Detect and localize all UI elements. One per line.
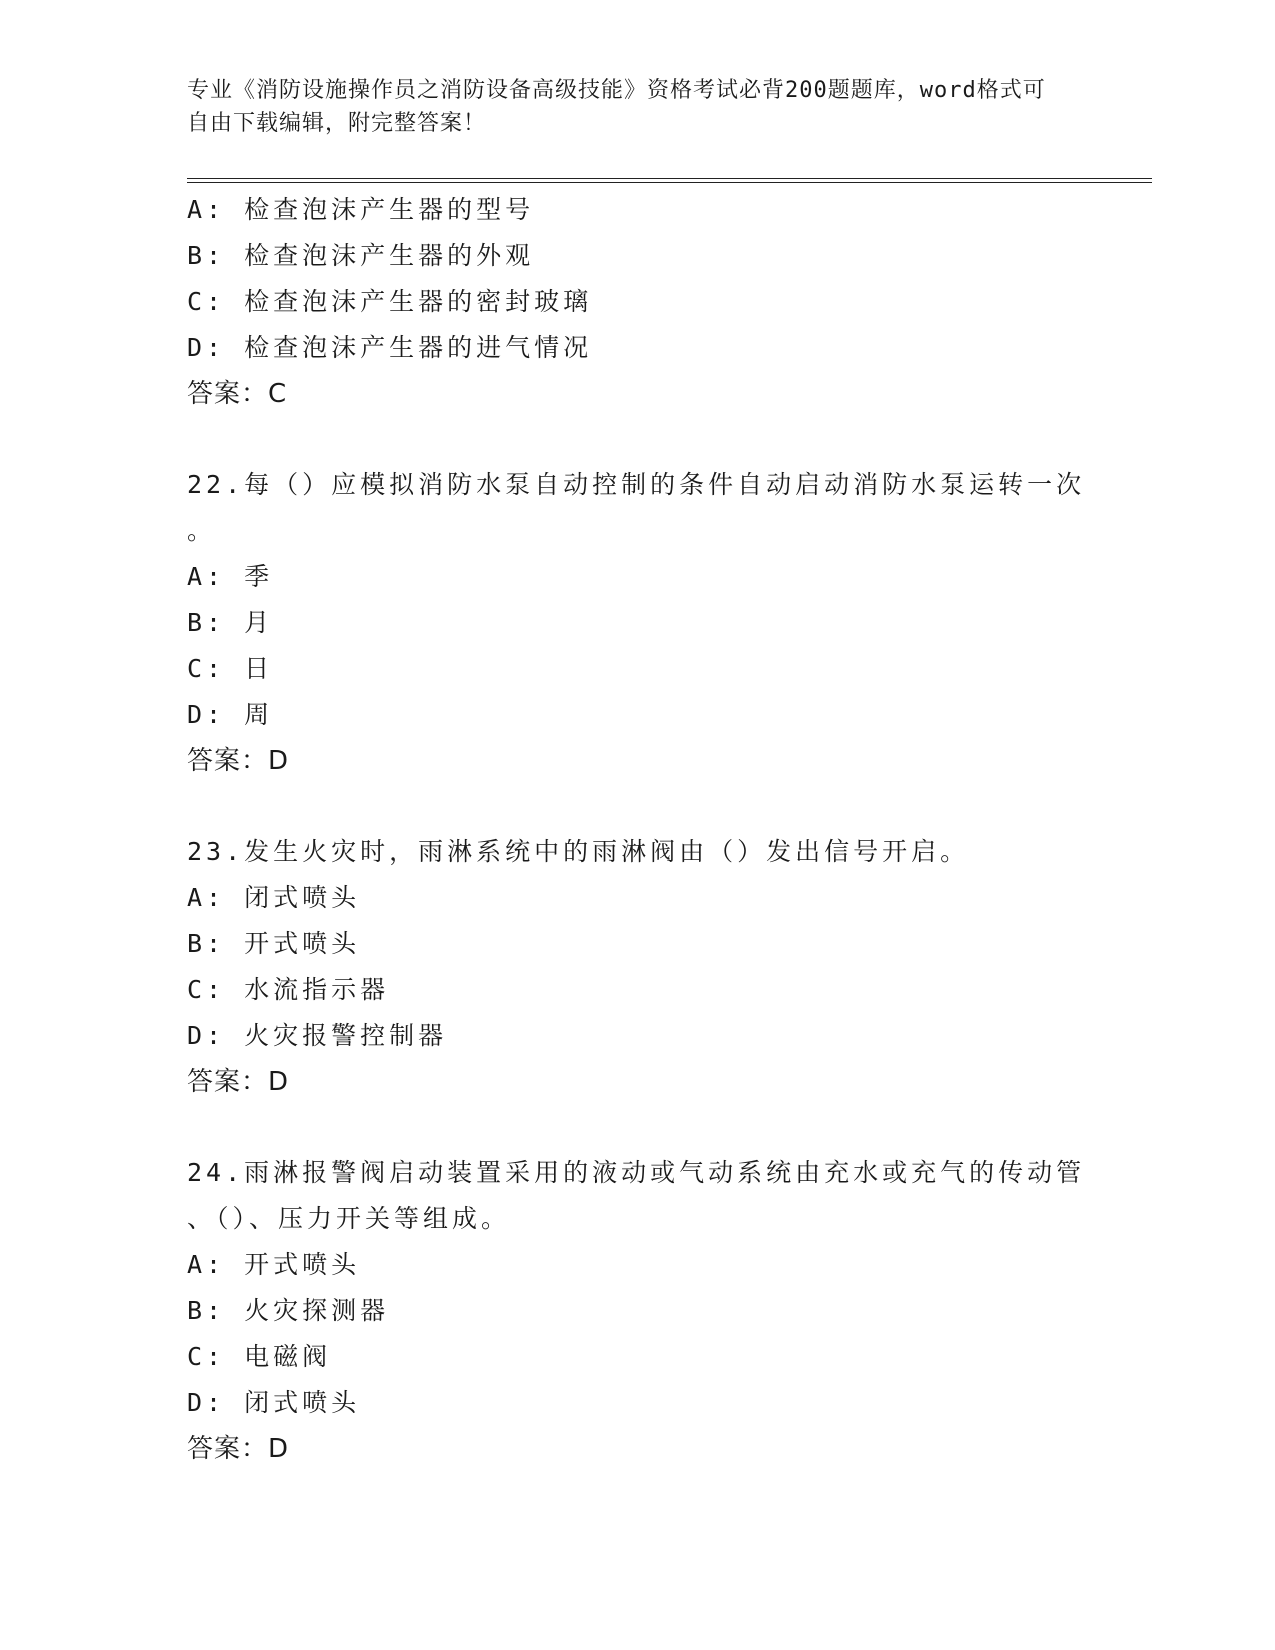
option-d: D: 闭式喷头: [187, 1388, 361, 1417]
option-a: A: 检查泡沫产生器的型号: [187, 195, 535, 224]
question-stem-continuation: 、（）、压力开关等组成。: [187, 1204, 511, 1233]
option-d: D: 检查泡沫产生器的进气情况: [187, 333, 593, 362]
option-b: B: 检查泡沫产生器的外观: [187, 241, 535, 270]
answer-line: 答案：C: [187, 379, 288, 409]
answer-line: 答案：D: [187, 1434, 290, 1464]
option-c: C: 日: [187, 654, 274, 683]
option-c: C: 水流指示器: [187, 975, 390, 1004]
option-b: B: 火灾探测器: [187, 1296, 390, 1325]
option-d: D: 周: [187, 700, 274, 729]
document-header: 专业《消防设施操作员之消防设备高级技能》资格考试必背200题题库，word格式可自由下载编辑，附完整答案！: [187, 78, 1046, 136]
option-c: C: 检查泡沫产生器的密封玻璃: [187, 287, 593, 316]
option-b: B: 月: [187, 608, 274, 637]
option-a: A: 闭式喷头: [187, 883, 361, 912]
option-d: D: 火灾报警控制器: [187, 1021, 448, 1050]
question-stem: 23.发生火灾时，雨淋系统中的雨淋阀由（）发出信号开启。: [187, 837, 970, 866]
answer-line: 答案：D: [187, 1067, 290, 1097]
answer-line: 答案：D: [187, 746, 290, 776]
spacer: [187, 1105, 1087, 1150]
question-list: [187, 187, 1087, 1472]
question-stem: 24.雨淋报警阀启动装置采用的液动或气动系统由充水或充气的传动管: [187, 1158, 1086, 1187]
question-24-block: [187, 1150, 1087, 1472]
question-stem: 22.每（）应模拟消防水泵自动控制的条件自动启动消防水泵运转一次: [187, 470, 1086, 499]
spacer: [187, 417, 1087, 462]
spacer: [187, 784, 1087, 829]
header-divider: [187, 178, 1152, 183]
option-b: B: 开式喷头: [187, 929, 361, 958]
question-23-block: [187, 829, 1087, 1105]
question-22-block: [187, 462, 1087, 784]
option-a: A: 开式喷头: [187, 1250, 361, 1279]
question-21-block: [187, 187, 1087, 417]
question-stem-continuation: 。: [187, 516, 217, 545]
option-a: A: 季: [187, 562, 274, 591]
option-c: C: 电磁阀: [187, 1342, 332, 1371]
